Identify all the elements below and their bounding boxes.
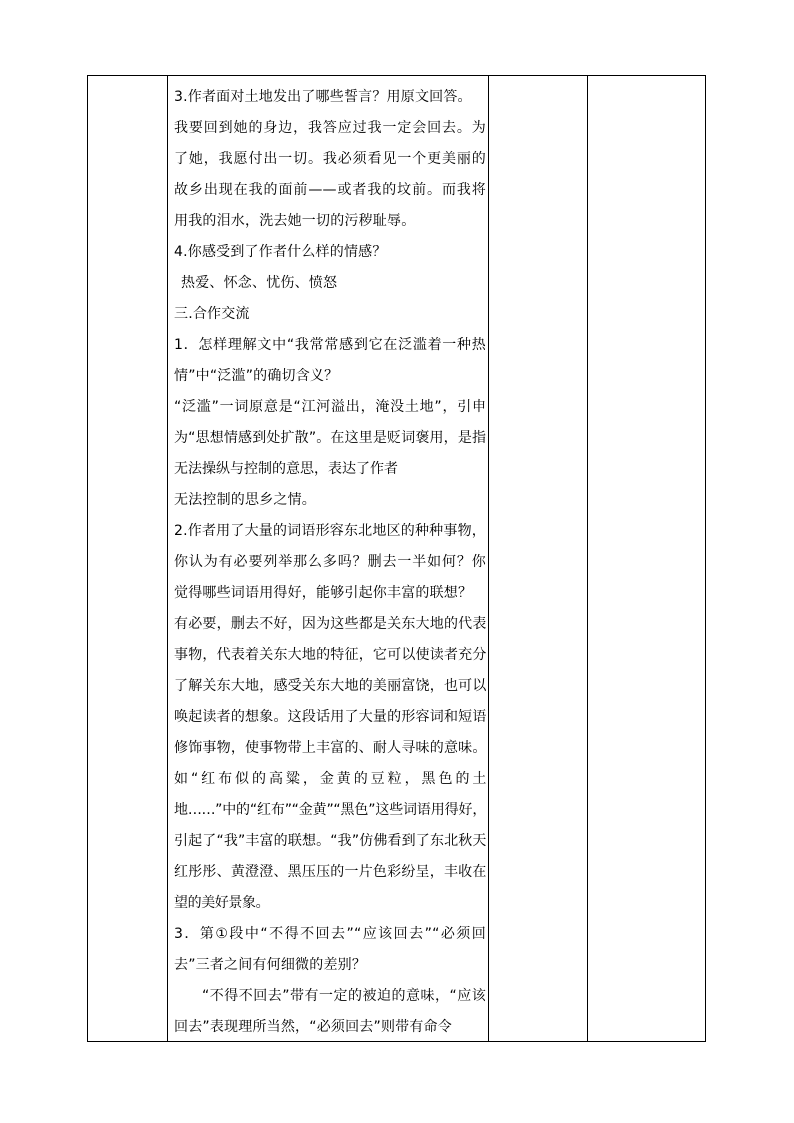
- discussion-answer-1-cont: 无法控制的思乡之情。: [174, 492, 316, 508]
- discussion-question-2: 2.作者用了大量的词语形容东北地区的种种事物，你认为有必要列举那么多吗？删去一半如何？你觉得哪些词语用得好，能够引起你丰富的联想？: [174, 523, 486, 601]
- lesson-content-cell: [174, 82, 486, 1043]
- column-divider-2: [488, 76, 489, 1041]
- discussion-question-3: 3．第①段中“不得不回去”“应该回去”“必须回去”三者之间有何细微的差别？: [174, 926, 486, 973]
- column-divider-3: [587, 76, 588, 1041]
- question-4: 4.你感受到了作者什么样的情感？: [174, 244, 387, 260]
- column-divider-1: [167, 76, 168, 1041]
- answer-3: 我要回到她的身边，我答应过我一定会回去。为了她，我愿付出一切。我必须看见一个更美丽的故乡出现在我的面前——或者我的坟前。而我将用我的泪水，洗去她一切的污秽耻辱。: [174, 120, 486, 229]
- discussion-question-1: 1．怎样理解文中“我常常感到它在泛滥着一种热情”中“泛滥”的确切含义？: [174, 337, 486, 384]
- section-heading: 三.合作交流: [174, 306, 250, 322]
- discussion-answer-3: “不得不回去”带有一定的被迫的意味，“应该回去”表现理所当然，“必须回去”则带有命令: [174, 988, 486, 1035]
- discussion-answer-2: 有必要，删去不好，因为这些都是关东大地的代表事物，代表着关东大地的特征，它可以使读者充分了解关东大地，感受关东大地的美丽富饶，也可以唤起读者的想象。这段话用了大量的形容词和短语修饰事物，使事物带上丰富的、耐人寻味的意味。如“红布似的高粱，金黄的豆粒，黑色的土地……”中的“红布”“金黄”“黑色”这些词语用得好，引起了“我”丰富的联想。“我”仿佛看到了东北秋天红彤彤、黄澄澄、黑压压的一片色彩纷呈，丰收在望的美好景象。: [174, 616, 486, 911]
- discussion-answer-1: “泛滥”一词原意是“江河溢出，淹没土地”，引申为“思想情感到处扩散”。在这里是贬词褒用，是指无法操纵与控制的意思，表达了作者: [174, 399, 486, 477]
- lesson-table: [87, 75, 706, 1042]
- answer-4: 热爱、怀念、忧伤、愤怒: [181, 275, 338, 291]
- question-3: 3.作者面对土地发出了哪些誓言？用原文回答。: [174, 89, 472, 105]
